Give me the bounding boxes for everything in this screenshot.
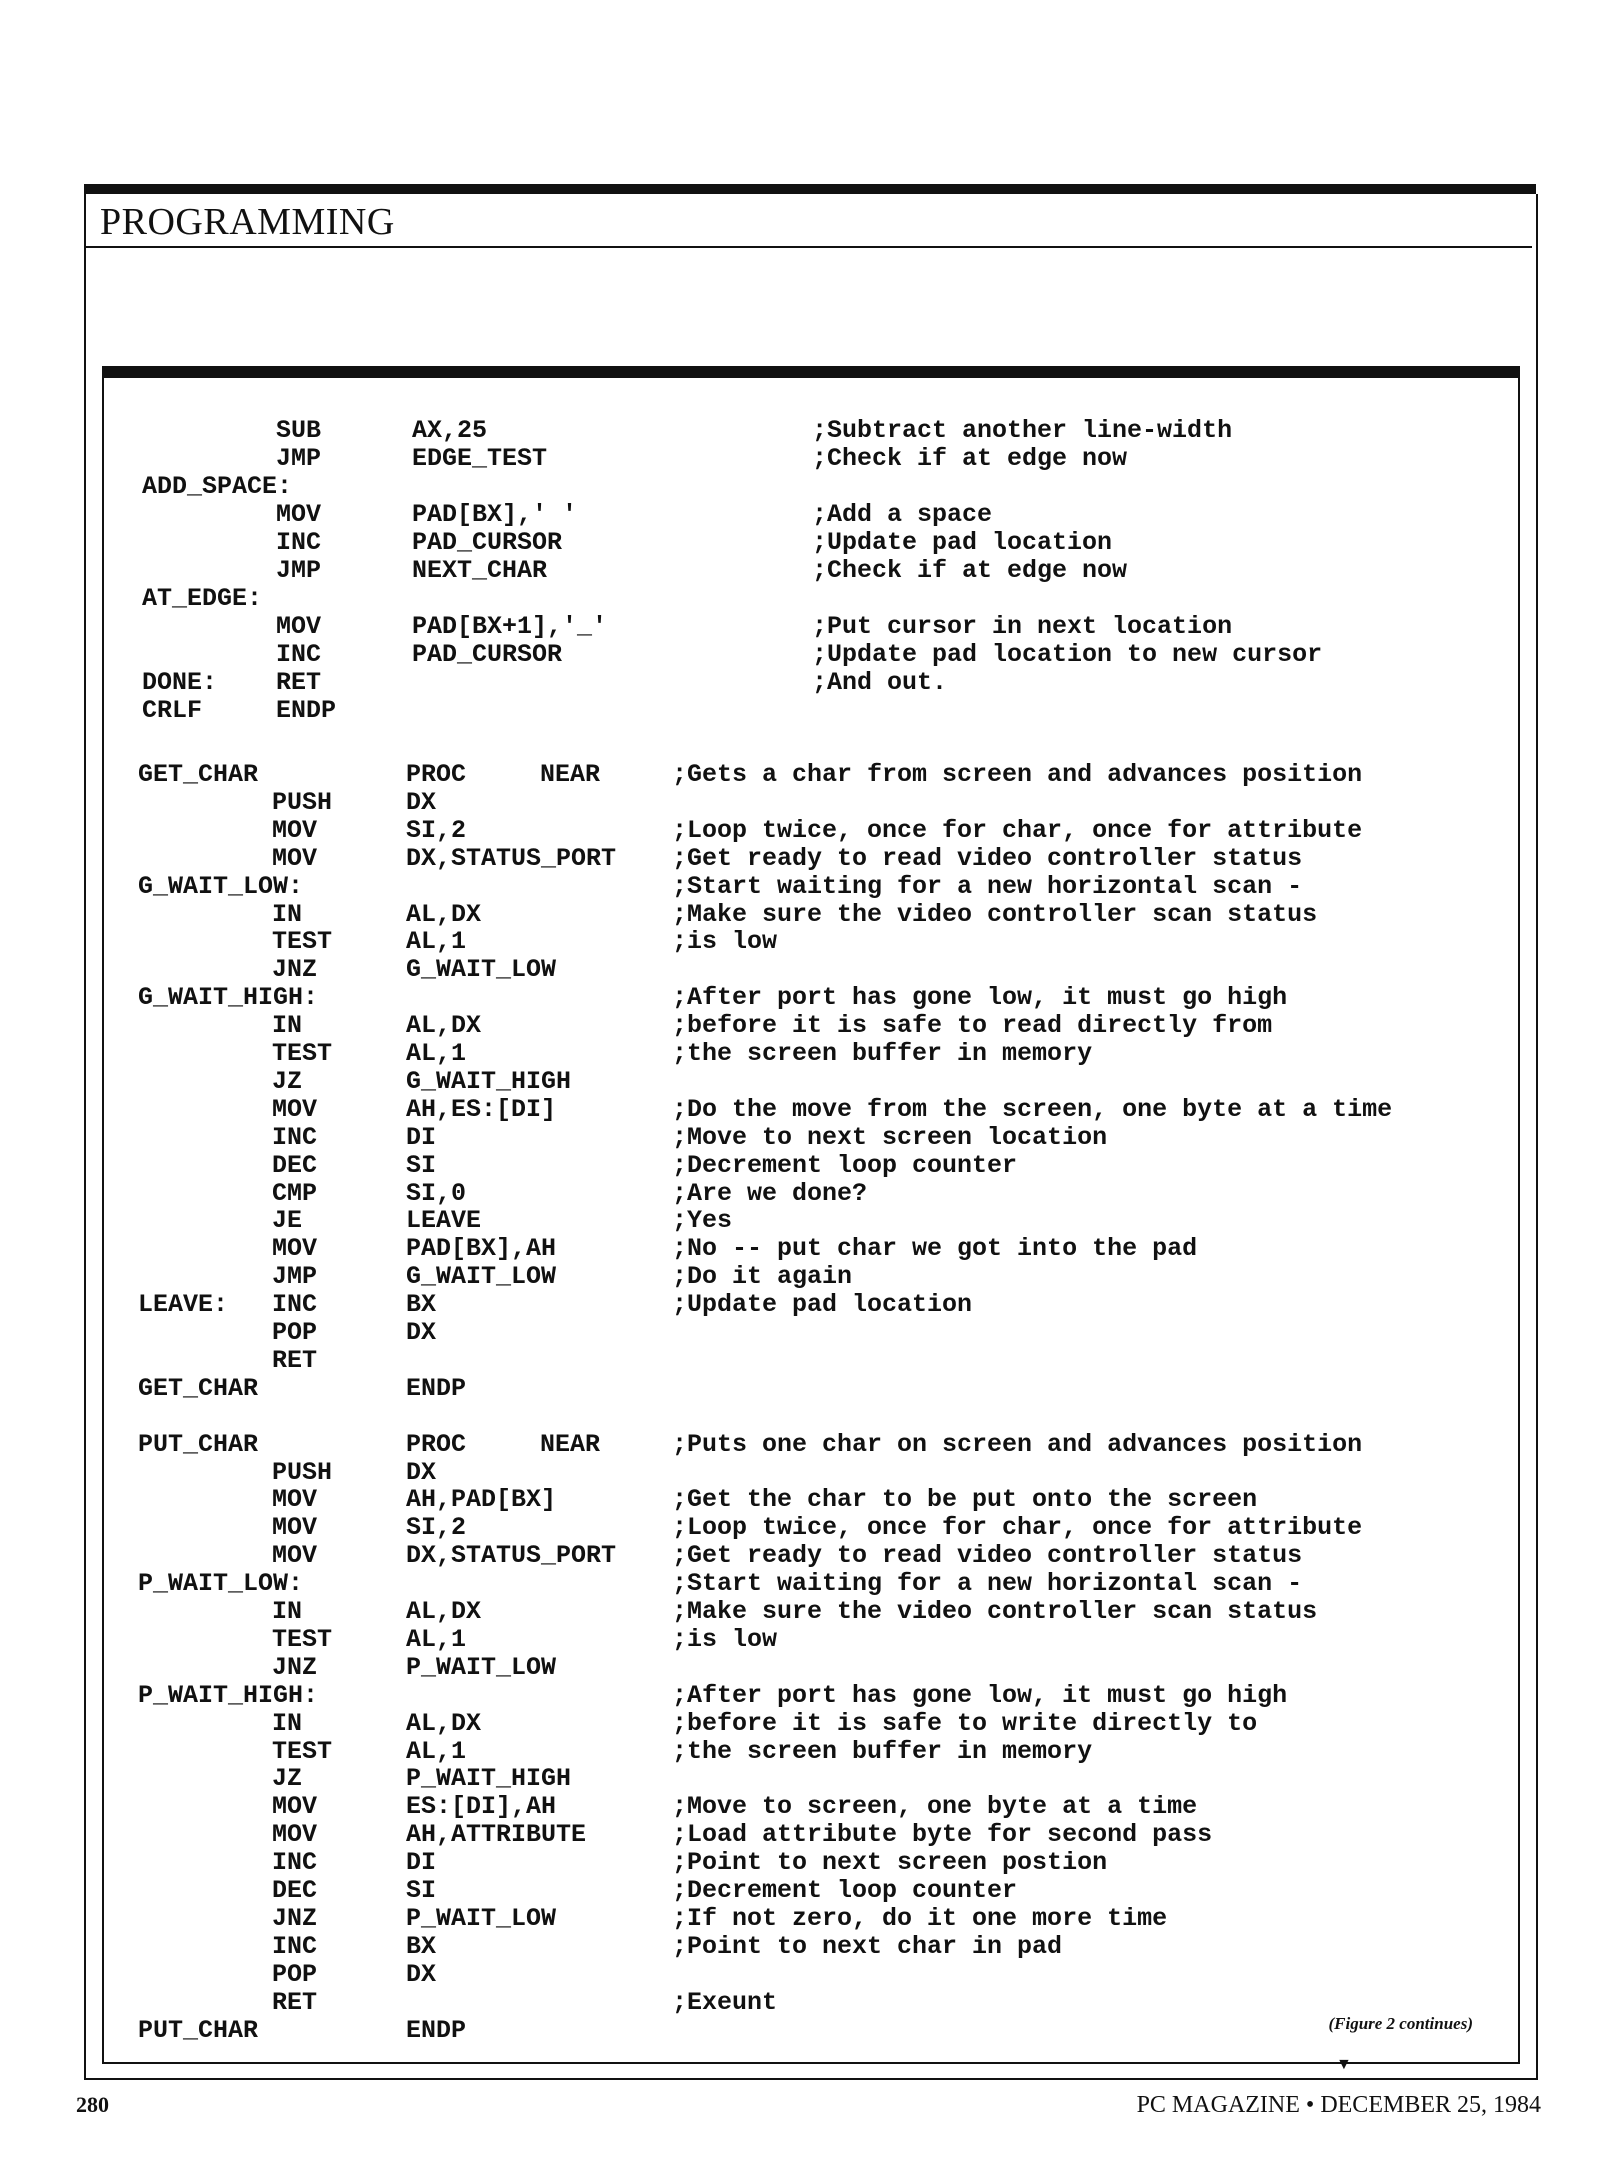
code-comment: ;Get the char to be put onto the screen bbox=[672, 1485, 1258, 1515]
code-op: JNZ bbox=[272, 955, 318, 985]
code-line bbox=[0, 1709, 1597, 1737]
code-line bbox=[0, 1737, 1597, 1765]
code-op: IN bbox=[272, 1597, 303, 1626]
code-comment: ;Add a space bbox=[812, 500, 993, 529]
code-arg: DX,STATUS_PORT bbox=[406, 1541, 617, 1571]
code-op: TEST bbox=[272, 1039, 333, 1068]
code-line bbox=[0, 1123, 1597, 1151]
code-op: DEC bbox=[272, 1876, 318, 1905]
running-footer: PC MAGAZINE • DECEMBER 25, 1984 bbox=[1136, 2092, 1541, 2118]
code-arg: SI,2 bbox=[406, 815, 467, 845]
code-label: CRLF bbox=[142, 696, 203, 725]
code-arg: SI bbox=[406, 1876, 437, 1905]
code-comment: ;Start waiting for a new horizontal scan - bbox=[672, 1569, 1303, 1599]
code-line bbox=[0, 1960, 1597, 1988]
code-arg: BX bbox=[406, 1931, 437, 1961]
code-comment: ;Update pad location to new cursor bbox=[812, 640, 1323, 669]
code-line bbox=[0, 1625, 1597, 1653]
code-line bbox=[0, 1262, 1597, 1290]
code-line bbox=[0, 696, 1597, 724]
code-line bbox=[0, 500, 1597, 528]
code-arg: DI bbox=[406, 1122, 437, 1152]
code-comment: ;is low bbox=[672, 927, 778, 957]
code-comment: ;Are we done? bbox=[672, 1178, 868, 1208]
code-arg: DX,STATUS_PORT bbox=[406, 843, 617, 873]
code-comment: ;is low bbox=[672, 1624, 778, 1654]
code-arg: AX,25 bbox=[412, 416, 488, 445]
code-line bbox=[0, 1458, 1597, 1486]
code-arg: PAD_CURSOR bbox=[412, 640, 563, 669]
code-op: JMP bbox=[276, 444, 322, 473]
code-line bbox=[0, 1318, 1597, 1346]
code-arg: AL,1 bbox=[406, 1624, 467, 1654]
code-arg: AL,DX bbox=[406, 1597, 482, 1626]
code-arg: DX bbox=[406, 1318, 437, 1347]
code-arg: AH,PAD[BX] bbox=[406, 1485, 557, 1515]
code-line bbox=[0, 927, 1597, 955]
code-op: TEST bbox=[272, 1736, 333, 1766]
code-arg: P_WAIT_LOW bbox=[406, 1652, 557, 1682]
code-comment: ;After port has gone low, it must go high bbox=[672, 983, 1288, 1013]
code-comment: ;No -- put char we got into the pad bbox=[672, 1234, 1198, 1264]
code-line bbox=[0, 472, 1597, 500]
code-arg: AL,DX bbox=[406, 899, 482, 929]
code-arg: LEAVE bbox=[406, 1206, 482, 1236]
code-op: POP bbox=[272, 1318, 318, 1347]
code-comment: ;Make sure the video controller scan status bbox=[672, 899, 1318, 929]
code-arg: AL,1 bbox=[406, 1736, 467, 1766]
code-comment: ;Yes bbox=[672, 1206, 733, 1236]
code-op: MOV bbox=[272, 1792, 318, 1822]
code-op: ENDP bbox=[276, 696, 337, 725]
code-op: MOV bbox=[272, 1541, 318, 1571]
code-comment: ;Move to screen, one byte at a time bbox=[672, 1792, 1198, 1822]
code-arg2: NEAR bbox=[540, 760, 601, 789]
code-line bbox=[0, 1039, 1597, 1067]
code-comment: ;Loop twice, once for char, once for attribute bbox=[672, 815, 1363, 845]
code-arg: AL,DX bbox=[406, 1708, 482, 1738]
code-line bbox=[0, 1876, 1597, 1904]
code-line bbox=[0, 1653, 1597, 1681]
code-arg: PAD[BX+1],'_' bbox=[412, 612, 608, 641]
code-comment: ;Start waiting for a new horizontal scan - bbox=[672, 871, 1303, 901]
code-op: MOV bbox=[276, 612, 322, 641]
code-arg: G_WAIT_LOW bbox=[406, 955, 557, 985]
code-line bbox=[0, 788, 1597, 816]
code-arg: BX bbox=[406, 1290, 437, 1320]
code-label: PUT_CHAR bbox=[138, 1429, 259, 1459]
code-line bbox=[0, 444, 1597, 472]
code-comment: ;Get ready to read video controller status bbox=[672, 843, 1303, 873]
code-op: TEST bbox=[272, 1624, 333, 1654]
code-op: INC bbox=[272, 1290, 318, 1320]
code-arg: ENDP bbox=[406, 2015, 467, 2045]
code-op: IN bbox=[272, 1011, 303, 1041]
code-op: IN bbox=[272, 899, 303, 929]
code-op: PUSH bbox=[272, 1457, 333, 1487]
code-comment: ;the screen buffer in memory bbox=[672, 1736, 1093, 1766]
code-arg: G_WAIT_HIGH bbox=[406, 1066, 572, 1096]
code-line bbox=[0, 1095, 1597, 1123]
code-label: G_WAIT_HIGH: bbox=[138, 983, 319, 1013]
code-comment: ;Decrement loop counter bbox=[672, 1876, 1018, 1905]
code-arg: DX bbox=[406, 787, 437, 817]
code-op: MOV bbox=[272, 1234, 318, 1264]
code-comment: ;Point to next screen postion bbox=[672, 1848, 1108, 1878]
code-op: CMP bbox=[272, 1178, 318, 1208]
code-comment: ;Do it again bbox=[672, 1262, 853, 1292]
code-arg: SI bbox=[406, 1150, 437, 1180]
code-line bbox=[0, 760, 1597, 788]
code-comment: ;Load attribute byte for second pass bbox=[672, 1820, 1213, 1850]
code-comment: ;Check if at edge now bbox=[812, 556, 1128, 585]
code-op: MOV bbox=[276, 500, 322, 529]
code-op: MOV bbox=[272, 815, 318, 845]
code-op: INC bbox=[276, 640, 322, 669]
code-comment: ;Move to next screen location bbox=[672, 1122, 1108, 1152]
code-arg: EDGE_TEST bbox=[412, 444, 548, 473]
code-line bbox=[0, 1681, 1597, 1709]
code-line bbox=[0, 872, 1597, 900]
figure-continues-note: (Figure 2 continues) bbox=[1328, 2014, 1473, 2033]
code-op: MOV bbox=[272, 843, 318, 873]
code-op: JZ bbox=[272, 1066, 303, 1096]
code-comment: ;Puts one char on screen and advances position bbox=[672, 1429, 1363, 1459]
code-comment: ;the screen buffer in memory bbox=[672, 1039, 1093, 1068]
code-arg: PAD_CURSOR bbox=[412, 528, 563, 557]
code-line bbox=[0, 416, 1597, 444]
code-comment: ;Decrement loop counter bbox=[672, 1150, 1018, 1180]
code-line bbox=[0, 816, 1597, 844]
code-op: INC bbox=[272, 1848, 318, 1878]
arrow-icon: ▼ bbox=[1336, 2056, 1352, 2073]
code-comment: ;Make sure the video controller scan status bbox=[672, 1597, 1318, 1626]
code-line bbox=[0, 1904, 1597, 1932]
code-op: INC bbox=[272, 1122, 318, 1152]
code-line bbox=[0, 955, 1597, 983]
code-comment: ;Put cursor in next location bbox=[812, 612, 1233, 641]
code-arg: PROC bbox=[406, 1429, 467, 1459]
code-line bbox=[0, 1569, 1597, 1597]
code-line bbox=[0, 1541, 1597, 1569]
code-op: RET bbox=[272, 1987, 318, 2017]
code-arg: DX bbox=[406, 1959, 437, 1989]
code-arg: ES:[DI],AH bbox=[406, 1792, 557, 1822]
code-label: GET_CHAR bbox=[138, 760, 259, 789]
code-label: LEAVE: bbox=[138, 1290, 229, 1320]
code-line bbox=[0, 612, 1597, 640]
code-comment: ;Point to next char in pad bbox=[672, 1931, 1063, 1961]
code-line bbox=[0, 1179, 1597, 1207]
code-comment: ;Exeunt bbox=[672, 1987, 778, 2017]
code-label: P_WAIT_LOW: bbox=[138, 1569, 304, 1599]
code-line bbox=[0, 1067, 1597, 1095]
code-line bbox=[0, 584, 1597, 612]
section-title: PROGRAMMING bbox=[100, 201, 395, 243]
code-line bbox=[0, 1346, 1597, 1374]
code-line bbox=[0, 1513, 1597, 1541]
code-op: TEST bbox=[272, 927, 333, 957]
code-arg: DX bbox=[406, 1457, 437, 1487]
code-line bbox=[0, 640, 1597, 668]
code-line bbox=[0, 1234, 1597, 1262]
code-comment: ;If not zero, do it one more time bbox=[672, 1903, 1168, 1933]
code-op: JNZ bbox=[272, 1652, 318, 1682]
code-comment: ;before it is safe to write directly to bbox=[672, 1708, 1258, 1738]
code-arg: PROC bbox=[406, 760, 467, 789]
code-comment: ;Subtract another line-width bbox=[812, 416, 1233, 445]
code-comment: ;Loop twice, once for char, once for attribute bbox=[672, 1513, 1363, 1543]
code-arg: P_WAIT_LOW bbox=[406, 1903, 557, 1933]
code-label: GET_CHAR bbox=[138, 1373, 259, 1403]
code-op: RET bbox=[272, 1345, 318, 1375]
code-op: INC bbox=[272, 1931, 318, 1961]
code-line bbox=[0, 1820, 1597, 1848]
code-line bbox=[0, 668, 1597, 696]
code-line bbox=[0, 844, 1597, 872]
code-label: DONE: bbox=[142, 668, 218, 697]
code-op: JZ bbox=[272, 1764, 303, 1794]
code-line bbox=[0, 1206, 1597, 1234]
code-label: G_WAIT_LOW: bbox=[138, 871, 304, 901]
code-arg: ENDP bbox=[406, 1373, 467, 1403]
code-arg: AH,ES:[DI] bbox=[406, 1094, 557, 1124]
code-arg: NEXT_CHAR bbox=[412, 556, 548, 585]
code-label: ADD_SPACE: bbox=[142, 472, 293, 501]
code-comment: ;Gets a char from screen and advances position bbox=[672, 760, 1363, 789]
code-op: JMP bbox=[272, 1262, 318, 1292]
code-arg: DI bbox=[406, 1848, 437, 1878]
code-op: SUB bbox=[276, 416, 322, 445]
code-op: MOV bbox=[272, 1820, 318, 1850]
code-op: JMP bbox=[276, 556, 322, 585]
code-line bbox=[0, 1151, 1597, 1179]
code-label: AT_EDGE: bbox=[142, 584, 263, 613]
code-line bbox=[0, 1848, 1597, 1876]
code-line bbox=[0, 1402, 1597, 1430]
code-line bbox=[0, 1597, 1597, 1625]
code-line bbox=[0, 528, 1597, 556]
code-comment: ;And out. bbox=[812, 668, 948, 697]
code-comment: ;Update pad location bbox=[812, 528, 1113, 557]
code-arg: G_WAIT_LOW bbox=[406, 1262, 557, 1292]
code-line bbox=[0, 1011, 1597, 1039]
code-comment: ;Do the move from the screen, one byte at a time bbox=[672, 1094, 1393, 1124]
code-op: MOV bbox=[272, 1485, 318, 1515]
code-comment: ;After port has gone low, it must go high bbox=[672, 1680, 1288, 1710]
code-arg: AL,DX bbox=[406, 1011, 482, 1041]
code-arg: AL,1 bbox=[406, 927, 467, 957]
code-line bbox=[0, 1988, 1597, 2016]
code-arg: PAD[BX],' ' bbox=[412, 500, 578, 529]
code-line bbox=[0, 1290, 1597, 1318]
code-comment: ;Update pad location bbox=[672, 1290, 973, 1320]
code-op: POP bbox=[272, 1959, 318, 1989]
code-label: PUT_CHAR bbox=[138, 2015, 259, 2045]
code-arg: PAD[BX],AH bbox=[406, 1234, 557, 1264]
code-comment: ;Get ready to read video controller status bbox=[672, 1541, 1303, 1571]
code-op: MOV bbox=[272, 1513, 318, 1543]
code-arg: P_WAIT_HIGH bbox=[406, 1764, 572, 1794]
code-op: MOV bbox=[272, 1094, 318, 1124]
code-arg2: NEAR bbox=[540, 1429, 601, 1459]
code-arg: AH,ATTRIBUTE bbox=[406, 1820, 587, 1850]
code-label: P_WAIT_HIGH: bbox=[138, 1680, 319, 1710]
code-line bbox=[0, 1485, 1597, 1513]
code-op: DEC bbox=[272, 1150, 318, 1180]
code-arg: SI,0 bbox=[406, 1178, 467, 1208]
code-comment: ;Check if at edge now bbox=[812, 444, 1128, 473]
code-op: INC bbox=[276, 528, 322, 557]
code-line bbox=[0, 1430, 1597, 1458]
code-line bbox=[0, 1374, 1597, 1402]
code-arg: SI,2 bbox=[406, 1513, 467, 1543]
code-op: PUSH bbox=[272, 787, 333, 817]
code-op: JNZ bbox=[272, 1903, 318, 1933]
code-line bbox=[0, 1932, 1597, 1960]
code-line bbox=[0, 1792, 1597, 1820]
page-number: 280 bbox=[76, 2092, 109, 2117]
code-arg: AL,1 bbox=[406, 1039, 467, 1068]
code-op: IN bbox=[272, 1708, 303, 1738]
code-line bbox=[0, 983, 1597, 1011]
code-line bbox=[0, 900, 1597, 928]
code-op: RET bbox=[276, 668, 322, 697]
code-op: JE bbox=[272, 1206, 303, 1236]
code-line bbox=[0, 1764, 1597, 1792]
code-comment: ;before it is safe to read directly from bbox=[672, 1011, 1273, 1041]
code-line bbox=[0, 556, 1597, 584]
